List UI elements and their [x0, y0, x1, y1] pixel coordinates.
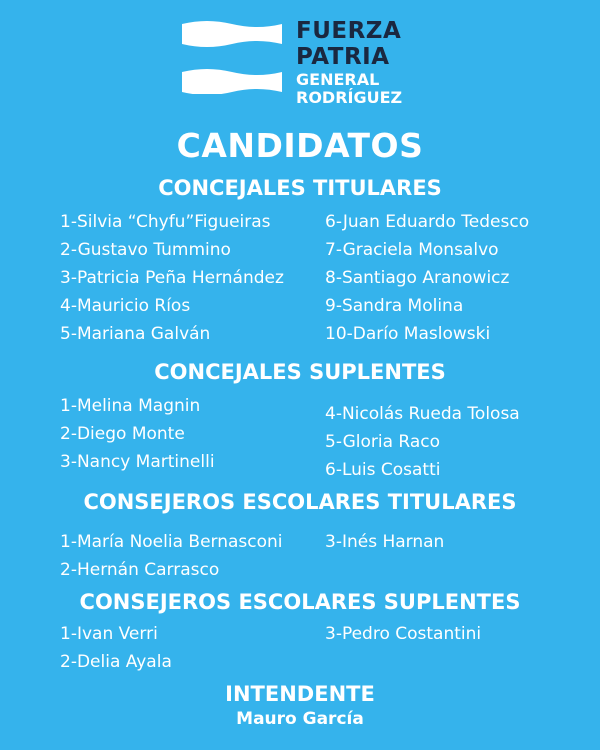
- list-consejeros-suplentes-right: [325, 620, 481, 648]
- list-item: 2-Hernán Carrasco: [60, 560, 220, 580]
- section-heading-concejales-titulares: CONCEJALES TITULARES: [158, 176, 442, 200]
- list-item: 3-Patricia Peña Hernández: [60, 268, 284, 288]
- list-consejeros-titulares-left: [60, 528, 283, 584]
- list-item: 10-Darío Maslowski: [325, 324, 491, 344]
- list-consejeros-titulares-right: [325, 528, 444, 556]
- list-item: 3-Inés Harnan: [325, 532, 445, 552]
- list-item: 4-Mauricio Ríos: [60, 296, 191, 316]
- list-item: 6-Juan Eduardo Tedesco: [325, 212, 530, 232]
- flag-icon: [182, 18, 282, 94]
- list-item: 1-Silvia “Chyfu”Figueiras: [60, 212, 271, 232]
- brand-name: [296, 20, 402, 108]
- list-item: 7-Graciela Monsalvo: [325, 240, 499, 260]
- list-consejeros-suplentes-left: [60, 620, 172, 676]
- list-item: 1-María Noelia Bernasconi: [60, 532, 283, 552]
- list-item: 6-Luis Cosatti: [325, 460, 441, 480]
- list-item: 8-Santiago Aranowicz: [325, 268, 510, 288]
- list-item: 3-Nancy Martinelli: [60, 452, 215, 472]
- brand-line-4: RODRÍGUEZ: [296, 88, 403, 107]
- brand-line-2: PATRIA: [296, 44, 390, 70]
- logo: [182, 14, 432, 114]
- intendente-name: Mauro García: [236, 709, 364, 729]
- list-item: 3-Pedro Costantini: [325, 624, 482, 644]
- list-item: 2-Gustavo Tummino: [60, 240, 231, 260]
- page-title: CANDIDATOS: [176, 126, 424, 165]
- list-concejales-suplentes-right: [325, 400, 520, 484]
- list-concejales-titulares-left: [60, 208, 284, 348]
- list-item: 5-Mariana Galván: [60, 324, 211, 344]
- brand-line-3: GENERAL: [296, 70, 380, 89]
- section-heading-concejales-suplentes: CONCEJALES SUPLENTES: [154, 360, 446, 384]
- list-item: 1-Melina Magnin: [60, 396, 201, 416]
- section-heading-intendente: INTENDENTE: [225, 682, 375, 706]
- list-concejales-titulares-right: [325, 208, 529, 348]
- section-heading-consejeros-titulares: CONSEJEROS ESCOLARES TITULARES: [83, 490, 517, 514]
- list-item: 2-Diego Monte: [60, 424, 185, 444]
- list-item: 9-Sandra Molina: [325, 296, 464, 316]
- list-item: 1-Ivan Verri: [60, 624, 158, 644]
- list-item: 2-Delia Ayala: [60, 652, 172, 672]
- list-item: 5-Gloria Raco: [325, 432, 441, 452]
- brand-line-1: FUERZA: [296, 18, 402, 44]
- list-concejales-suplentes-left: [60, 392, 215, 476]
- list-item: 4-Nicolás Rueda Tolosa: [325, 404, 520, 424]
- section-heading-consejeros-suplentes: CONSEJEROS ESCOLARES SUPLENTES: [79, 590, 521, 614]
